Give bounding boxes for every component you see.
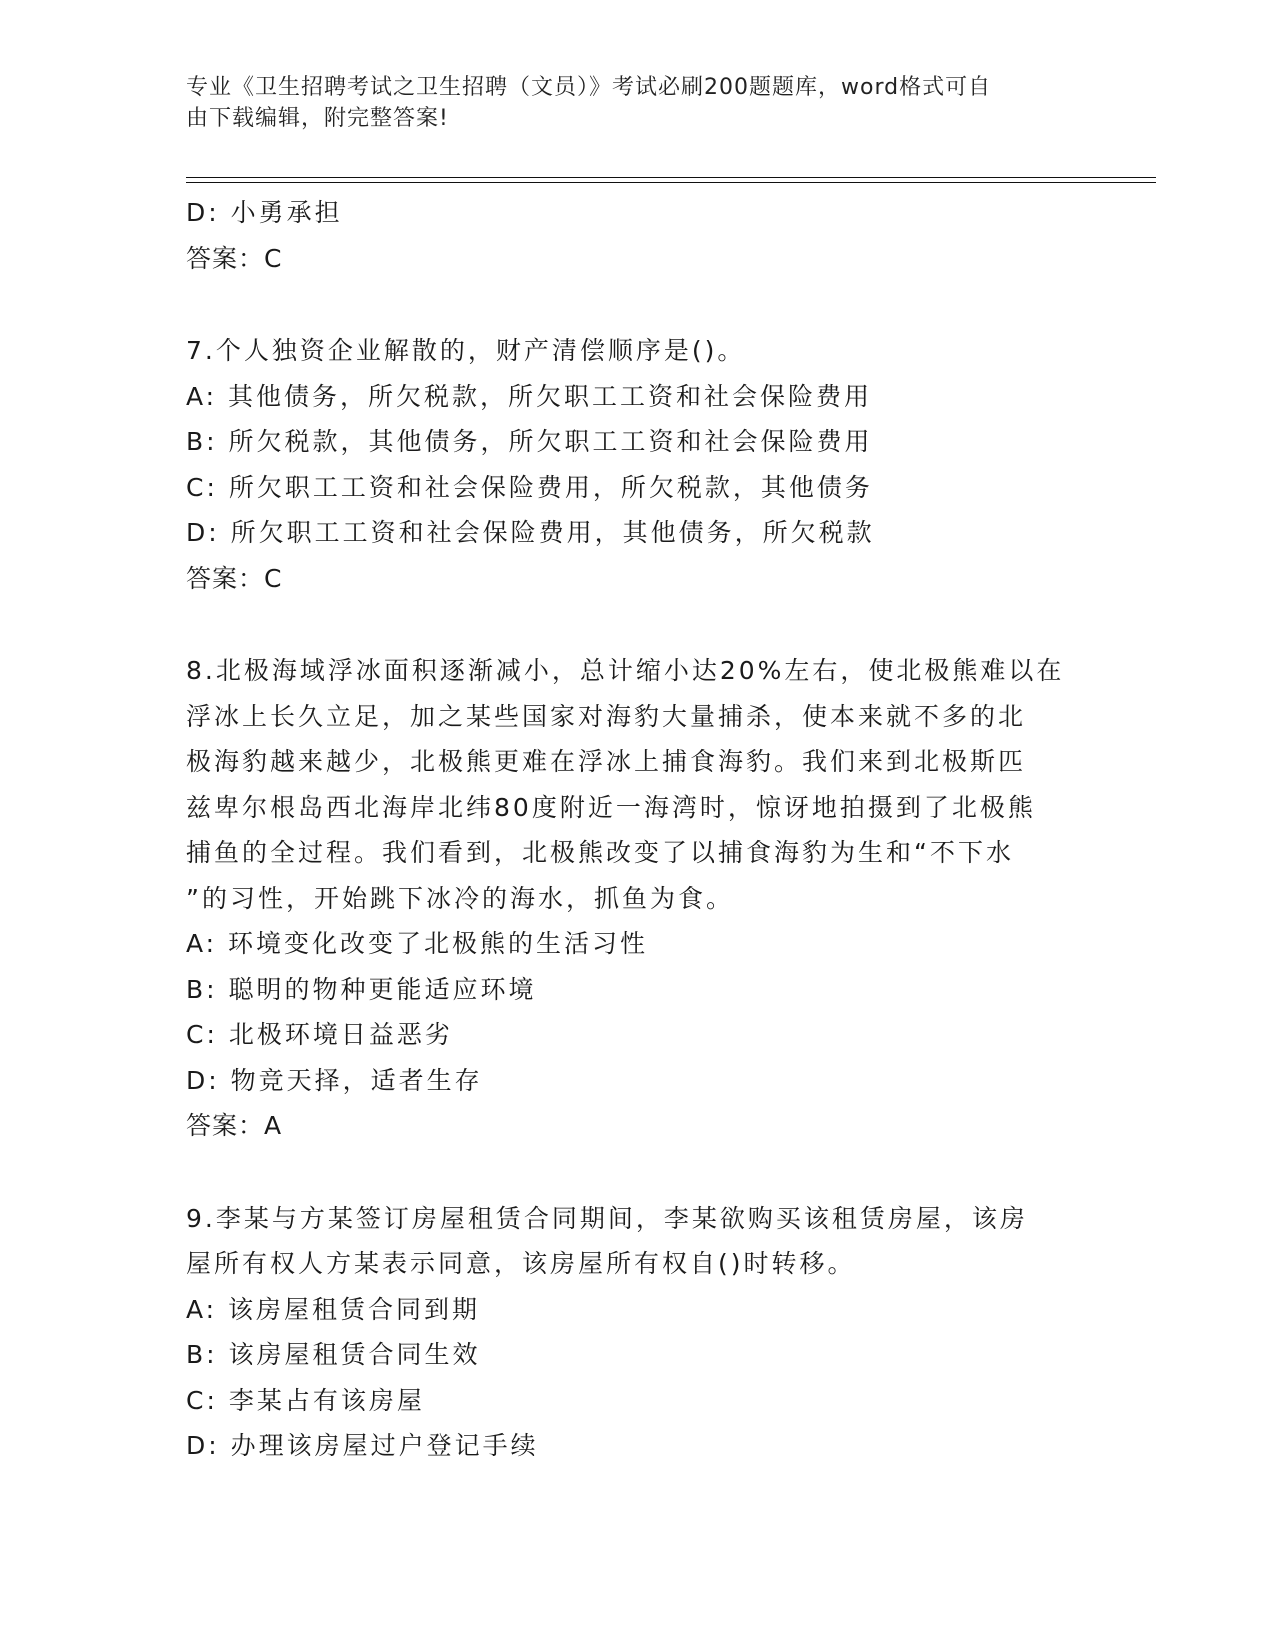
option-d: D: 物竞天择，适者生存 [186, 1065, 483, 1095]
stem-line: 兹卑尔根岛西北海岸北纬80度附近一海湾时，惊讶地拍摄到了北极熊 [186, 792, 1036, 822]
stem-line: 捕鱼的全过程。我们看到，北极熊改变了以捕食海豹为生和“不下水 [186, 838, 1014, 867]
question-7 [186, 328, 1106, 601]
spacer [186, 601, 1106, 648]
answer-label: 答案：C [186, 243, 283, 273]
question-8 [186, 648, 1106, 1149]
stem-line: 屋所有权人方某表示同意，该房屋所有权自()时转移。 [186, 1249, 856, 1278]
spacer [186, 1149, 1106, 1196]
stem-line: 极海豹越来越少，北极熊更难在浮冰上捕食海豹。我们来到北极斯匹 [186, 747, 1027, 776]
stem-line: 9.李某与方某签订房屋租赁合同期间，李某欲购买该租赁房屋，该房 [186, 1203, 1028, 1233]
option-b: B: 所欠税款，其他债务，所欠职工工资和社会保险费用 [186, 427, 873, 456]
stem-line: 8.北极海域浮冰面积逐渐减小，总计缩小达20%左右，使北极熊难以在 [186, 656, 1065, 685]
document-header [186, 72, 1066, 134]
option-c: C: 李某占有该房屋 [186, 1385, 425, 1415]
option-c: C: 北极环境日益恶劣 [186, 1020, 453, 1049]
option-a: A: 环境变化改变了北极熊的生活习性 [186, 929, 649, 958]
answer-label: 答案：C [186, 563, 283, 593]
header-divider-bottom [186, 182, 1156, 183]
option-d: D: 所欠职工工资和社会保险费用，其他债务，所欠税款 [186, 518, 875, 547]
stem-line: 浮冰上长久立足，加之某些国家对海豹大量捕杀，使本来就不多的北 [186, 701, 1027, 731]
question-stem: 7.个人独资企业解散的，财产清偿顺序是()。 [186, 336, 746, 365]
question-stem [186, 1196, 1106, 1287]
option-a: A: 该房屋租赁合同到期 [186, 1294, 481, 1324]
option-d: D: 小勇承担 [186, 198, 343, 227]
header-line-2: 由下载编辑，附完整答案! [186, 106, 449, 131]
option-a: A: 其他债务，所欠税款，所欠职工工资和社会保险费用 [186, 381, 873, 411]
header-line-1: 专业《卫生招聘考试之卫生招聘（文员）》考试必刷200题题库，word格式可自 [186, 75, 992, 100]
spacer [186, 281, 1106, 328]
answer-label: 答案：A [186, 1111, 283, 1140]
question-9 [186, 1196, 1106, 1469]
stem-line: ”的习性，开始跳下冰冷的海水，抓鱼为食。 [186, 883, 734, 913]
question-stem [186, 648, 1106, 921]
option-b: B: 聪明的物种更能适应环境 [186, 974, 537, 1004]
option-d: D: 办理该房屋过户登记手续 [186, 1431, 539, 1460]
option-c: C: 所欠职工工资和社会保险费用，所欠税款，其他债务 [186, 472, 873, 502]
document-body [186, 190, 1106, 1469]
question-6 [186, 190, 1106, 281]
option-b: B: 该房屋租赁合同生效 [186, 1340, 481, 1369]
header-divider-top [186, 177, 1156, 178]
